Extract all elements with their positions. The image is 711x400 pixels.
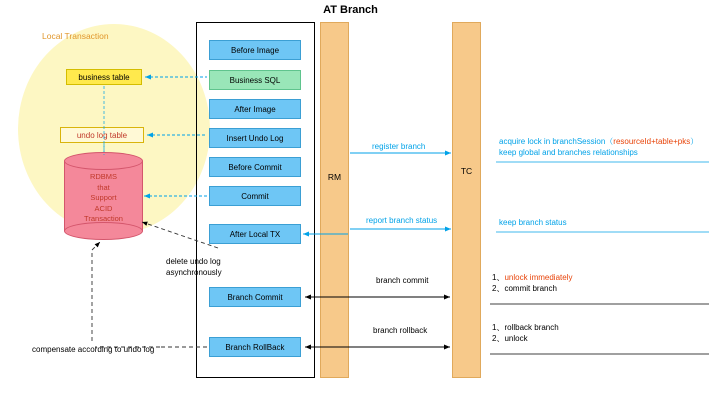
rm-column <box>320 22 349 378</box>
local-transaction-label: Local Transaction <box>42 31 109 41</box>
annotation-compensate: compensate according to undo log <box>32 345 155 354</box>
database-cylinder <box>64 152 143 240</box>
tc-note-rollback <box>492 322 559 344</box>
database-top-ellipse <box>64 152 143 170</box>
flow-label-report-branch-status: report branch status <box>366 216 438 225</box>
step-branch-commit[interactable]: Branch Commit <box>209 287 301 307</box>
tc-note-register-line1-b: resourceId+table+pks <box>613 137 691 146</box>
tc-note-register-line1-a: acquire lock in branchSession（ <box>499 137 614 146</box>
step-after-image[interactable]: After Image <box>209 99 301 119</box>
tc-note-register <box>499 136 698 158</box>
step-commit[interactable]: Commit <box>209 186 301 206</box>
undo-log-table-box: undo log table <box>60 127 144 143</box>
flow-label-register-branch: register branch <box>372 142 426 151</box>
step-branch-rollback[interactable]: Branch RollBack <box>209 337 301 357</box>
database-bottom-ellipse <box>64 222 143 240</box>
tc-note-rollback-item2-text: unlock <box>504 334 528 343</box>
tc-column <box>452 22 481 378</box>
flow-label-branch-commit: branch commit <box>376 276 429 285</box>
tc-note-rollback-item2-num: 2、 <box>492 334 505 343</box>
tc-note-commit-item1-num: 1、 <box>492 273 505 282</box>
step-insert-undo-log[interactable]: Insert Undo Log <box>209 128 301 148</box>
tc-note-commit <box>492 272 572 294</box>
step-after-local-tx[interactable]: After Local TX <box>209 224 301 244</box>
tc-note-rollback-item1-text: rollback branch <box>504 323 559 332</box>
tc-note-report-status: keep branch status <box>499 218 567 227</box>
database-label-line: Support <box>90 193 117 202</box>
database-label-line: that <box>97 182 110 192</box>
flow-label-branch-rollback: branch rollback <box>373 326 428 335</box>
database-label-line: RDBMS <box>89 172 118 181</box>
tc-note-commit-item1-text: unlock immediately <box>504 273 573 282</box>
tc-note-register-line1-c: ） <box>690 137 699 146</box>
annotation-delete-undo-log-line2: asynchronously <box>166 268 222 277</box>
database-label-line: ACID <box>94 203 113 213</box>
rm-column-label: RM <box>327 172 342 182</box>
annotation-delete-undo-log-line1: delete undo log <box>166 257 221 266</box>
page-title <box>0 4 711 16</box>
tc-column-label: TC <box>460 166 473 176</box>
tc-note-register-line2: keep global and branches relationships <box>499 148 638 157</box>
tc-note-commit-item2-num: 2、 <box>492 284 505 293</box>
tc-note-rollback-item1-num: 1、 <box>492 323 505 332</box>
annotation-delete-undo-log <box>166 256 222 278</box>
step-before-image[interactable]: Before Image <box>209 40 301 60</box>
database-label <box>64 172 143 225</box>
database-label-line: Transaction <box>84 214 123 223</box>
business-table-box: business table <box>66 69 142 85</box>
step-before-commit[interactable]: Before Commit <box>209 157 301 177</box>
step-business-sql[interactable]: Business SQL <box>209 70 301 90</box>
page-title-text: AT Branch <box>323 4 378 16</box>
tc-note-commit-item2-text: commit branch <box>504 284 557 293</box>
